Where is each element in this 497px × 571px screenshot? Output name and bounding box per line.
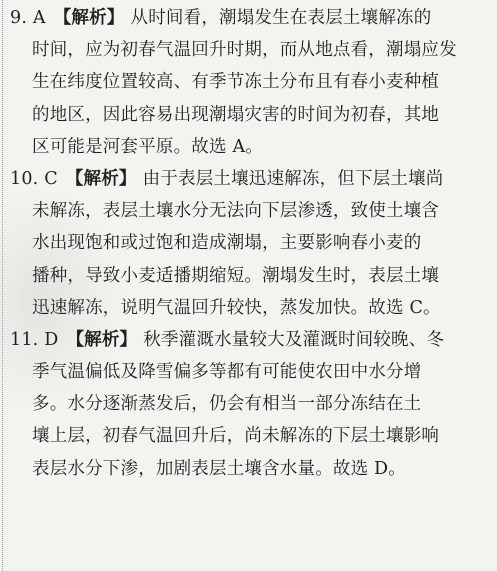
answer-11-tag: 【解析】 (66, 329, 138, 350)
answer-9-text-1: 从时间看，潮塌发生在表层土壤解冻的 (130, 8, 432, 28)
answer-9-line-3: 生在纬度位置较高、有季节冻土分布且有春小麦种植 (32, 72, 440, 93)
answer-10-tag: 【解析】 (65, 168, 137, 189)
answer-9-number: 9. A (10, 8, 46, 28)
answer-9-line-1 (10, 2, 490, 34)
answer-11 (10, 324, 490, 485)
answer-10-line-5: 迅速解冻，说明气温回升较快，蒸发加快。故选 C。 (32, 297, 441, 318)
answer-11-number: 11. D (10, 329, 59, 350)
answer-11-text-1: 秋季灌溉水量较大及灌溉时间较晚、冬 (143, 329, 445, 350)
answer-10-number: 10. C (10, 168, 58, 189)
answer-9 (10, 2, 490, 163)
answer-9-line-5: 区可能是河套平原。故选 A。 (32, 136, 263, 157)
answer-11-line-1 (10, 324, 490, 356)
answer-10-line-2: 未解冻，表层土壤水分无法向下层渗透，致使土壤含 (32, 201, 440, 222)
answer-9-line-2: 时间，应为初春气温回升时期，而从地点看，潮塌应发 (32, 40, 457, 61)
answer-9-tag: 【解析】 (53, 8, 125, 28)
answer-10-text-1: 由于表层土壤迅速解冻，但下层土壤尚 (142, 168, 444, 189)
answer-10-line-3: 水出现饱和或过饱和造成潮塌，主要影响春小麦的 (32, 233, 422, 254)
answer-10-line-4: 播种，导致小麦适播期缩短。潮塌发生时，表层土壤 (32, 265, 440, 286)
answer-11-line-5: 表层水分下渗，加剧表层土壤含水量。故选 D。 (32, 458, 406, 479)
answer-explanations (10, 2, 490, 485)
answer-9-line-4: 的地区，因此容易出现潮塌灾害的时间为初春，其地 (32, 104, 440, 125)
answer-11-line-2: 季气温偏低及降雪偏多等都有可能使农田中水分增 (32, 362, 422, 383)
answer-10 (10, 163, 490, 324)
binding-margin-line (2, 0, 3, 571)
answer-11-line-4: 壤上层，初春气温回升后，尚未解冻的下层土壤影响 (32, 426, 440, 447)
answer-11-line-3: 多。水分逐渐蒸发后，仍会有相当一部分冻结在土 (32, 394, 422, 415)
answer-10-line-1 (10, 163, 490, 195)
